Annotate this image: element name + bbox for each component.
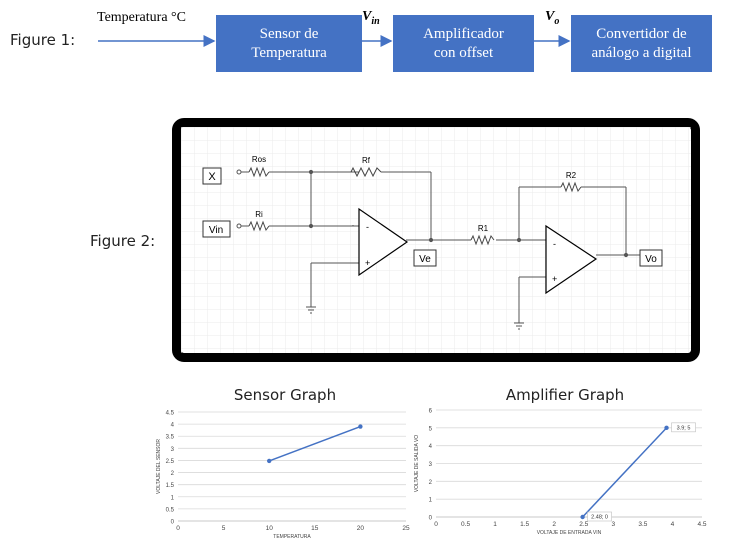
amp-xtick-label: 3.5 [638,521,648,528]
figure1-label: Figure 1: [10,31,76,49]
sensor-xlabel: TEMPERATURA [273,534,311,540]
vo-terminal-label: Vo [645,254,657,265]
amplifier-graph-title: Amplifier Graph [505,386,625,404]
amp-ylabel: VOLTAJE DE SALIDA VO [414,434,420,493]
sensor-series-line [269,427,360,461]
amp-data-label: 3.9; 5 [676,425,691,432]
amp-ytick-label: 4 [428,444,432,451]
amp-xlabel: VOLTAJE DE ENTRADA VIN [536,530,602,536]
amp-ytick-label: 2 [428,479,432,486]
amp-ytick-label: 0 [428,515,432,522]
vin-signal-label: $V_{in}$ [362,9,380,27]
x-terminal-label: X [208,171,216,183]
resistor-rf-label: Rf [362,156,370,165]
resistor-ros-label: Ros [251,155,267,164]
block-amplifier [393,15,534,72]
vin-terminal-label: Vin [208,225,224,236]
circuit-frame [172,118,700,362]
sensor-ytick-label: 1 [170,495,174,502]
figure2-label: Figure 2: [90,232,156,250]
amp-xtick-label: 0.5 [461,521,471,528]
block-sensor-line2: Temperatura [251,44,327,61]
sensor-ytick-label: 4.5 [165,410,174,417]
sensor-xtick-label: 25 [402,525,410,532]
amp-ytick-label: 3 [428,462,432,468]
sensor-xtick-label: 5 [221,525,226,532]
amp-ytick-label: 1 [428,497,432,504]
opamp-1-plus: + [365,258,371,268]
amp-ytick-label: 6 [428,408,432,415]
amp-data-point [580,515,584,519]
amp-data-point [664,426,668,430]
sensor-xtick-label: 15 [311,525,319,532]
sensor-ylabel: VOLTAJE DEL SENSOR [156,439,162,494]
amp-xtick-label: 4.5 [697,521,707,528]
amp-xtick-label: 1 [493,521,497,528]
ve-terminal-label: Ve [419,254,431,265]
circuit-schematic [181,127,691,353]
sensor-data-point [267,459,271,463]
sensor-xtick-label: 0 [176,525,180,532]
sensor-graph-title: Sensor Graph [233,386,337,404]
amp-data-label: 2.48; 0 [591,514,609,521]
amp-xtick-label: 1.5 [520,521,530,528]
block-adc-line1: Convertidor de [596,25,687,42]
sensor-ytick-label: 4 [170,422,174,429]
opamp-2-plus: + [552,274,558,284]
resistor-r1-label: R1 [477,224,489,233]
sensor-ytick-label: 3.5 [165,434,174,441]
block-amplifier-line2: con offset [433,44,494,61]
block-amplifier-line1: Amplificador [423,25,504,42]
amplifier-graph [416,400,716,550]
amp-xtick-label: 2 [552,521,557,528]
sensor-ytick-label: 3 [170,446,174,453]
sensor-xtick-label: 10 [265,525,273,532]
amp-xtick-label: 2.5 [579,521,589,528]
amp-series-line [583,428,667,517]
sensor-ytick-label: 0 [170,519,174,526]
opamp-2-minus: - [553,239,556,249]
block-adc-line2: análogo a digital [591,44,692,61]
sensor-data-point [358,424,362,428]
resistor-ri-label: Ri [255,210,263,219]
sensor-ytick-label: 2 [170,471,174,478]
block-sensor-line1: Sensor de [259,25,319,42]
amp-xtick-label: 4 [670,521,675,528]
sensor-xtick-label: 20 [356,525,365,532]
vo-signal-label: $V_o$ [545,9,560,27]
sensor-ytick-label: 2.5 [165,458,174,465]
temperature-input-label: Temperatura °C [97,10,186,25]
opamp-1-minus: - [366,222,369,232]
amp-ytick-label: 5 [428,426,432,433]
amp-xtick-label: 0 [434,521,438,528]
block-adc [571,15,712,72]
block-sensor [216,15,362,72]
amp-xtick-label: 3 [611,521,616,528]
sensor-ytick-label: 1.5 [165,483,174,490]
sensor-graph [148,404,418,550]
resistor-r2-label: R2 [565,171,577,180]
sensor-ytick-label: 0.5 [165,507,174,514]
